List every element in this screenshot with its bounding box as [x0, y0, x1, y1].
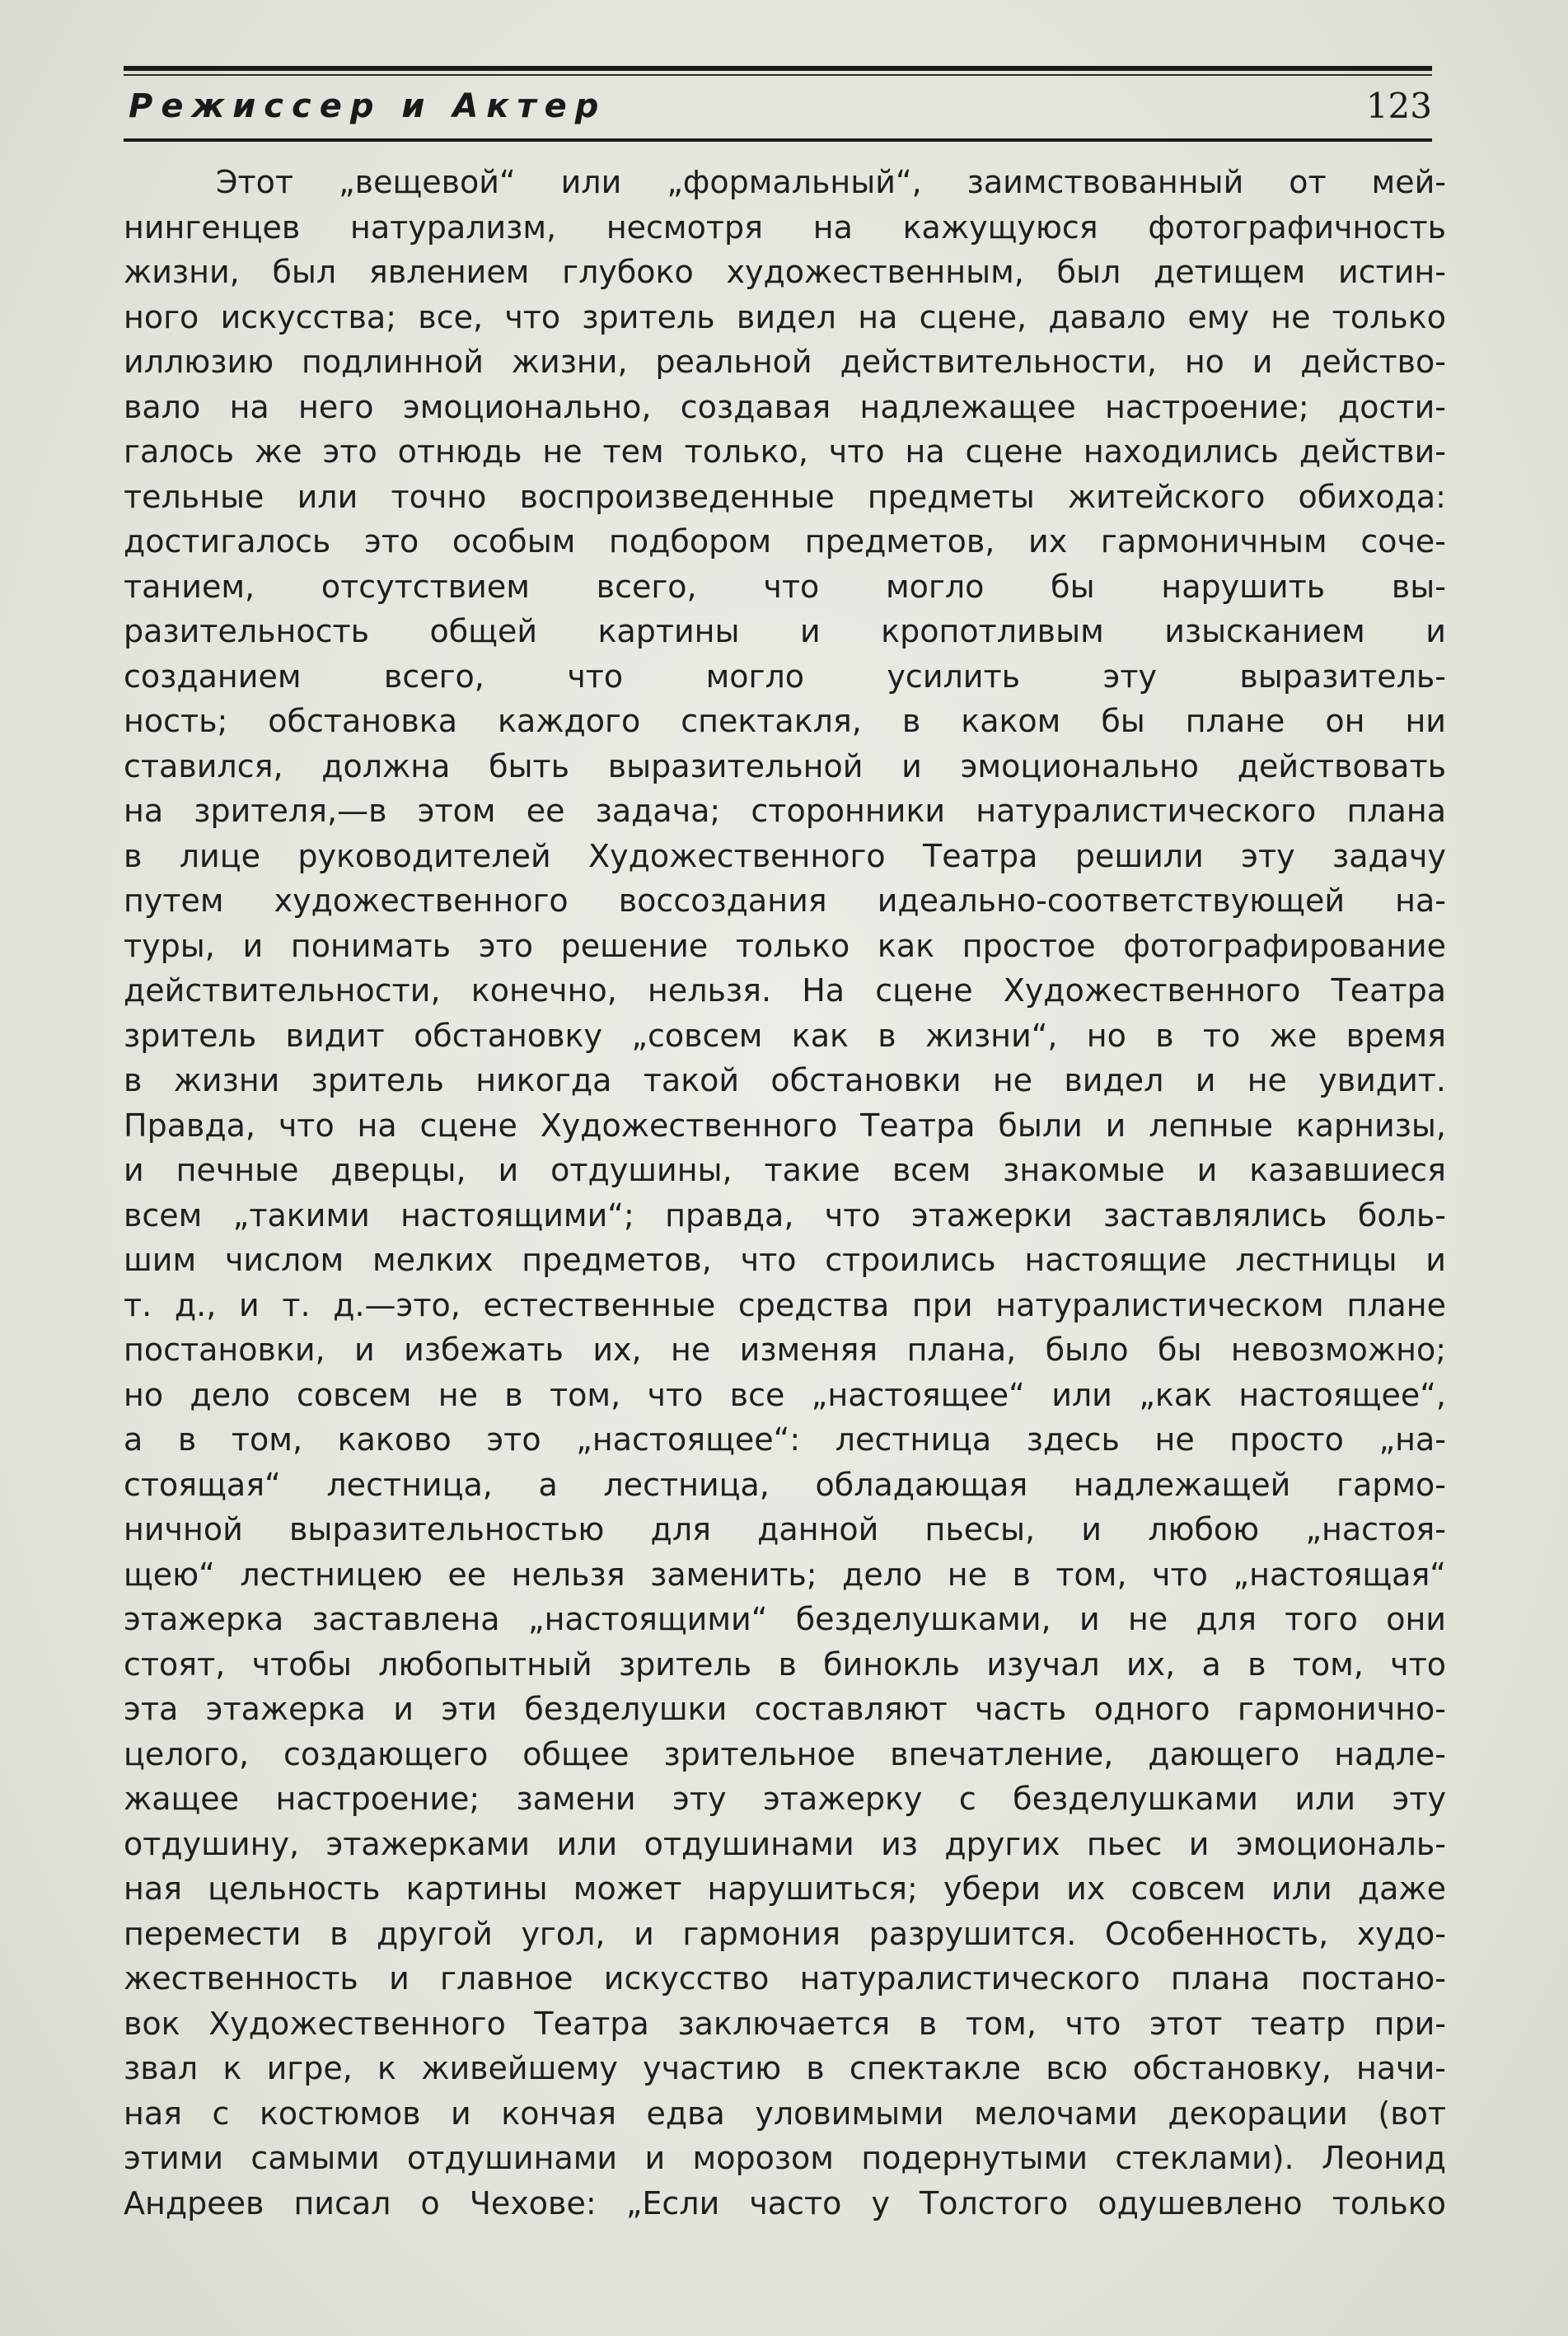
text-line: этими самыми отдушинами и морозом подернутыми стеклами). Леонид — [124, 2140, 1446, 2176]
header-top-thin-rule — [124, 74, 1432, 76]
header-bottom-rule — [124, 138, 1432, 142]
text-line: шим числом мелких предметов, что строились настоящие лестницы и — [124, 1242, 1446, 1278]
text-line: на зрителя,—в этом ее задача; сторонники натуралистического плана — [124, 793, 1446, 829]
text-line: ность; обстановка каждого спектакля, в каком бы плане он ни — [124, 703, 1446, 739]
text-line: иллюзию подлинной жизни, реальной действительности, но и действо- — [124, 344, 1446, 380]
text-line: отдушину, этажерками или отдушинами из других пьес и эмоциональ- — [124, 1825, 1446, 1862]
text-line: созданием всего, что могло усилить эту выразитель- — [124, 658, 1446, 695]
text-line: и печные дверцы, и отдушины, такие всем знакомые и казавшиеся — [124, 1152, 1446, 1188]
text-line: жащее настроение; замени эту этажерку с безделушками или эту — [124, 1781, 1446, 1817]
text-line: танием, отсутствием всего, что могло бы нарушить вы- — [124, 568, 1446, 605]
text-line: жественность и главное искусство натуралистического плана постано- — [124, 1960, 1446, 1997]
text-line: эта этажерка и эти безделушки составляют часть одного гармонично- — [124, 1691, 1446, 1727]
text-line: постановки, и избежать их, не изменяя плана, было бы невозможно; — [124, 1332, 1446, 1368]
text-line: зритель видит обстановку „совсем как в жизни“, но в то же время — [124, 1017, 1446, 1054]
text-line: Этот „вещевой“ или „формальный“, заимствованный от мей- — [216, 164, 1446, 200]
text-line: ная цельность картины может нарушиться; убери их совсем или даже — [124, 1870, 1446, 1907]
text-line: но дело совсем не в том, что все „настоящее“ или „как настоящее“, — [124, 1376, 1446, 1413]
text-line: в лице руководителей Художественного Театра решили эту задачу — [124, 837, 1446, 874]
header-top-rule — [124, 66, 1432, 71]
text-line: Андреев писал о Чехове: „Если часто у Толстого одушевлено только — [124, 2184, 1446, 2221]
text-line: целого, создающего общее зрительное впечатление, дающего надле- — [124, 1735, 1446, 1772]
text-line: перемести в другой угол, и гармония разрушится. Особенность, худо- — [124, 1915, 1446, 1952]
running-header — [124, 82, 1432, 133]
page-number: 123 — [1365, 86, 1432, 126]
text-line: ничной выразительностью для данной пьесы, и любою „настоя- — [124, 1511, 1446, 1547]
text-line: действительности, конечно, нельзя. На сцене Художественного Театра — [124, 972, 1446, 1009]
text-line: разительность общей картины и кропотливым изысканием и — [124, 613, 1446, 649]
text-line: а в том, каково это „настоящее“: лестница здесь не просто „на- — [124, 1421, 1446, 1458]
text-line: Правда, что на сцене Художественного Театра были и лепные карнизы, — [124, 1107, 1446, 1144]
text-line: тельные или точно воспроизведенные предметы житейского обихода: — [124, 478, 1446, 515]
text-line: ставился, должна быть выразительной и эмоционально действовать — [124, 747, 1446, 784]
text-line: щею“ лестницею ее нельзя заменить; дело не в том, что „настоящая“ — [124, 1556, 1446, 1593]
text-line: звал к игре, к живейшему участию в спектакле всю обстановку, начи- — [124, 2050, 1446, 2086]
text-line: стоят, чтобы любопытный зритель в бинокль изучал их, а в том, что — [124, 1645, 1446, 1683]
running-title: Режиссер и Актер — [129, 87, 607, 125]
text-line: стоящая“ лестница, а лестница, обладающая надлежащей гармо- — [124, 1466, 1446, 1503]
text-line: путем художественного воссоздания идеально-соответствующей на- — [124, 882, 1446, 919]
text-line: этажерка заставлена „настоящими“ безделушками, и не для того они — [124, 1601, 1446, 1637]
text-line: ного искусства; все, что зритель видел на сцене, давало ему не только — [124, 298, 1446, 335]
text-line: туры, и понимать это решение только как простое фотографирование — [124, 927, 1446, 964]
text-line: вок Художественного Театра заключается в том, что этот театр при- — [124, 2005, 1446, 2042]
text-line: вало на него эмоционально, создавая надлежащее настроение; дости- — [124, 388, 1446, 425]
text-line: всем „такими настоящими“; правда, что этажерки заставлялись боль- — [124, 1196, 1446, 1234]
body-text — [124, 160, 1446, 2226]
text-line: жизни, был явлением глубоко художественным, был детищем истин- — [124, 254, 1446, 290]
text-line: в жизни зритель никогда такой обстановки не видел и не увидит. — [124, 1062, 1446, 1098]
text-line: достигалось это особым подбором предметов, их гармоничным соче- — [124, 523, 1446, 559]
text-line: т. д., и т. д.—это, естественные средства при натуралистическом плане — [124, 1286, 1446, 1323]
text-line: ная с костюмов и кончая едва уловимыми мелочами декорации (вот — [124, 2095, 1446, 2132]
text-line: галось же это отнюдь не тем только, что на сцене находились действи- — [124, 433, 1446, 470]
text-line: нингенцев натурализм, несмотря на кажущуюся фотографичность — [124, 208, 1446, 246]
